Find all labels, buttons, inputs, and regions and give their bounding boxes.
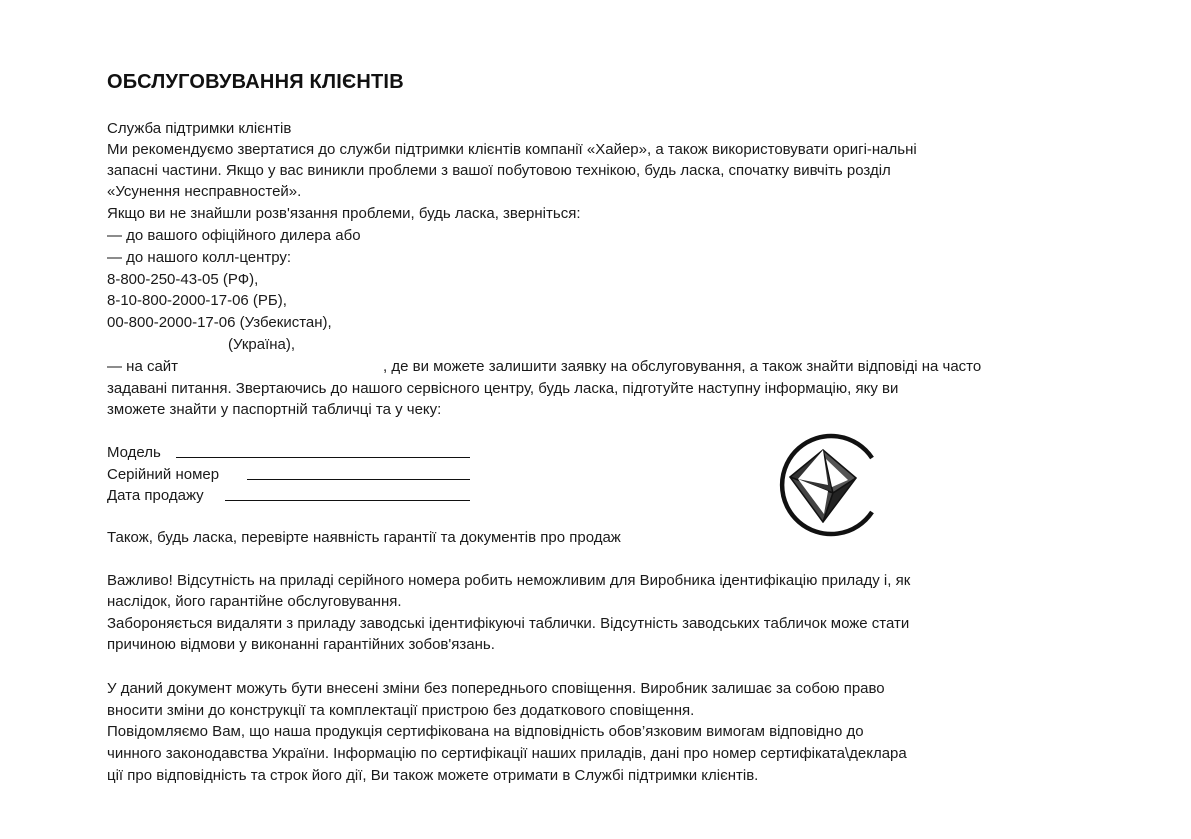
- check-documents-note: Також, будь ласка, перевірте наявність гарантії та документів про продаж: [107, 529, 621, 546]
- intro-line-4: «Усунення несправностей».: [107, 183, 302, 200]
- page-title: ОБСЛУГОВУВАННЯ КЛІЄНТІВ: [107, 71, 404, 93]
- intro-line-5: Якщо ви не знайшли розв'язання проблеми, будь ласка, зверніться:: [107, 205, 581, 222]
- date-blank-line: [225, 500, 470, 501]
- phone-rb: 8-10-800-2000-17-06 (РБ),: [107, 292, 287, 309]
- changes-line-5: ції про відповідність та строк його дії, Ви також можете отримати в Службі підтримки клієнтів.: [107, 767, 759, 784]
- date-label: Дата продажу: [107, 487, 204, 504]
- changes-line-1: У даний документ можуть бути внесені зміни без попереднього сповіщення. Виробник залишає за собою право: [107, 680, 885, 697]
- phone-ua: (Україна),: [228, 336, 296, 353]
- important-line-3: Забороняється видаляти з приладу заводські ідентифікуючі таблички. Відсутність заводських табличок може стати: [107, 615, 910, 632]
- model-field: [107, 442, 161, 463]
- changes-line-2: вносити зміни до конструкції та комплектації пристрою без додаткового сповіщення.: [107, 702, 695, 719]
- intro-line-7: — до нашого колл-центру:: [107, 249, 292, 266]
- date-field: [107, 485, 204, 506]
- changes-line-3: Повідомляємо Вам, що наша продукція сертифікована на відповідність обов’язковим вимогам відповідно до: [107, 723, 864, 740]
- important-line-2: наслідок, його гарантійне обслуговування.: [107, 593, 402, 610]
- important-line-4: причиною відмови у виконанні гарантійних зобов'язань.: [107, 636, 495, 653]
- phone-uz: 00-800-2000-17-06 (Узбекистан),: [107, 314, 332, 331]
- intro-line-6: — до вашого офіційного дилера або: [107, 227, 361, 244]
- intro-line-3: запасні частини. Якщо у вас виникли проблеми з вашої побутовою технікою, будь ласка, спочатку вивчіть розділ: [107, 162, 891, 179]
- serial-label: Серійний номер: [107, 466, 220, 483]
- model-label: Модель: [107, 444, 161, 461]
- serial-blank-line: [247, 479, 470, 480]
- intro-line-1: Служба підтримки клієнтів: [107, 120, 292, 137]
- intro-line-13: задавані питання. Звертаючись до нашого сервісного центру, будь ласка, підготуйте наступну інформацію, яку ви: [107, 380, 899, 397]
- phone-rf: 8-800-250-43-05 (РФ),: [107, 271, 259, 288]
- intro-line-14: зможете знайти у паспортній табличці та у чеку:: [107, 401, 442, 418]
- intro-line-12b: , де ви можете залишити заявку на обслуговування, а також знайти відповіді на часто: [383, 358, 982, 375]
- important-line-1: Важливо! Відсутність на приладі серійного номера робить неможливим для Виробника ідентифікацію приладу і, як: [107, 572, 911, 589]
- serial-field: [107, 464, 219, 485]
- intro-line-2: Ми рекомендуємо звертатися до служби підтримки клієнтів компанії «Хайер», а також використовувати оригі-нальні: [107, 141, 917, 158]
- model-blank-line: [176, 457, 470, 458]
- changes-line-4: чинного законодавства України. Інформацію по сертифікації наших приладів, дані про номер сертифіката\деклара: [107, 745, 907, 762]
- ukrainian-conformity-mark-icon: [770, 430, 880, 540]
- intro-line-12a: — на сайт: [107, 358, 179, 375]
